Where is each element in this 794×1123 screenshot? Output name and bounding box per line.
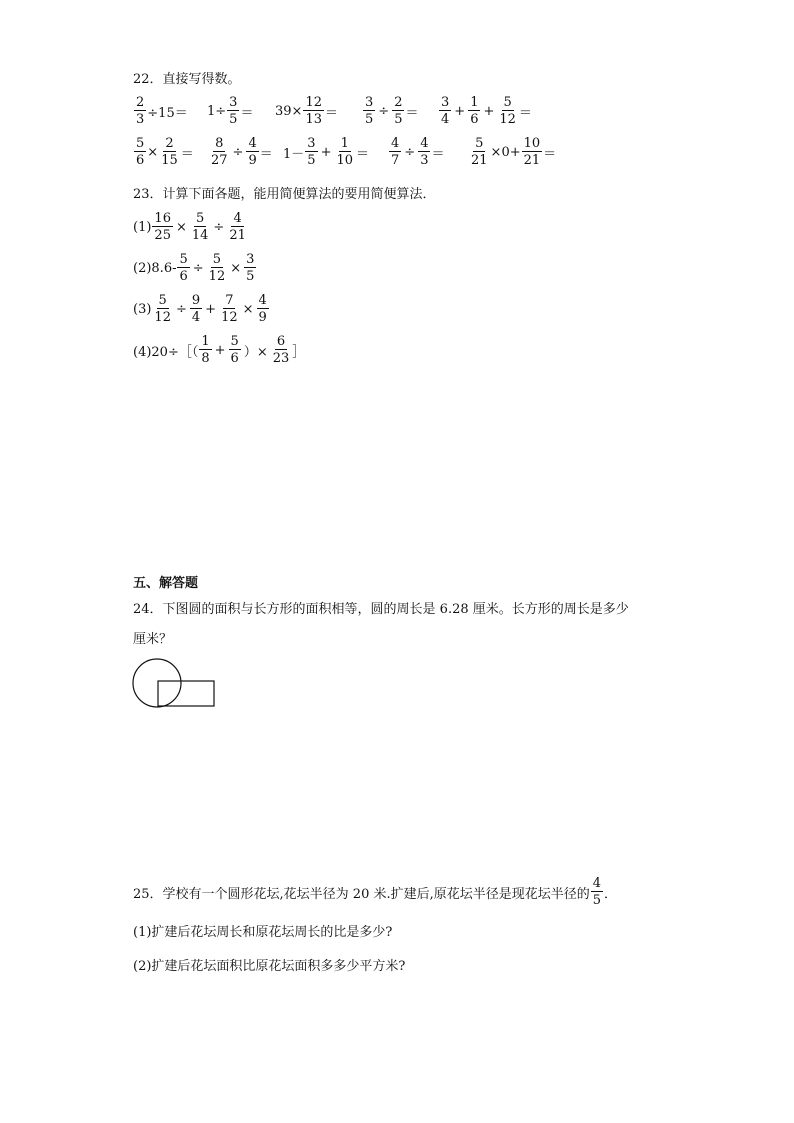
q22-r2-e2: $\frac{8}{27}$ ÷ $\frac{4}{9}$ ＝ xyxy=(211,136,273,168)
fraction: $\frac{5}{14}$ xyxy=(191,211,209,243)
fraction: $\frac{5}{21}$ xyxy=(471,136,488,168)
fraction: $\frac{5}{6}$ xyxy=(136,136,145,168)
q22-r2-e5: $\frac{5}{21}$ ×0+ $\frac{10}{21}$ ＝ xyxy=(471,136,557,168)
fraction: $\frac{6}{23}$ xyxy=(272,334,290,366)
q22-r1-e2: 1÷ $\frac{3}{5}$ ＝ xyxy=(207,95,254,127)
q23-part2: (2)8.6- $\frac{5}{6}$ ÷ $\frac{5}{12}$ × $\frac{3}{5}$ xyxy=(133,252,255,284)
q24-line2: 厘米？ xyxy=(133,632,173,647)
q25-sub2: (2)扩建后花坛面积比原花坛面积多多少平方米? xyxy=(133,959,406,974)
fraction: $\frac{8}{27}$ xyxy=(211,136,228,168)
circle-rectangle-figure xyxy=(128,655,220,713)
fraction: $\frac{4}{21}$ xyxy=(229,211,246,243)
fraction: $\frac{4}{7}$ xyxy=(391,136,400,168)
q22-r1-e3: 39× $\frac{12}{13}$ ＝ xyxy=(275,95,338,127)
q22-r2-e1: $\frac{5}{6}$ × $\frac{2}{15}$ ＝ xyxy=(136,136,194,168)
fraction: $\frac{12}{13}$ xyxy=(305,95,322,127)
fraction: $\frac{3}{5}$ xyxy=(307,136,316,168)
section-title: 五、解答题 xyxy=(133,576,199,591)
fraction: $\frac{5}{12}$ xyxy=(154,293,171,325)
fraction: $\frac{4}{9}$ xyxy=(258,293,267,325)
fraction: $\frac{4}{3}$ xyxy=(420,136,429,168)
fraction: $\frac{5}{6}$ xyxy=(230,334,239,366)
q22-r1-e4: $\frac{3}{5}$ ÷ $\frac{2}{5}$ ＝ xyxy=(365,95,419,127)
fraction: $\frac{3}{5}$ xyxy=(365,95,374,127)
fraction: $\frac{2}{3}$ xyxy=(136,95,145,127)
q22-r2-e3: 1－ $\frac{3}{5}$ + $\frac{1}{10}$ ＝ xyxy=(283,136,370,168)
fraction: $\frac{1}{10}$ xyxy=(336,136,354,168)
fraction: $\frac{1}{6}$ xyxy=(470,95,479,127)
fraction: $\frac{5}{12}$ xyxy=(208,252,226,284)
fraction: $\frac{5}{6}$ xyxy=(179,252,188,284)
fraction: $\frac{3}{5}$ xyxy=(229,95,238,127)
q23-title: 23．计算下面各题，能用简便算法的要用简便算法． xyxy=(133,187,436,202)
q22-title: 22．直接写得数。 xyxy=(133,72,241,87)
fraction: $\frac{2}{5}$ xyxy=(394,95,403,127)
fraction: $\frac{2}{15}$ xyxy=(161,136,178,168)
q23-part4: (4)20÷［（ $\frac{1}{8}$ + $\frac{5}{6}$ ）× $\frac{6}{23}$ ］ xyxy=(133,334,306,366)
fraction: $\frac{1}{8}$ xyxy=(201,334,210,366)
q25-line1: 25．学校有一个圆形花坛,花坛半径为 20 米.扩建后,原花坛半径是现花坛半径的 $\frac{4}{5}$ ． xyxy=(133,876,618,908)
q25-sub1: (1)扩建后花坛周长和原花坛周长的比是多少? xyxy=(133,925,393,940)
fraction: $\frac{9}{4}$ xyxy=(191,293,201,325)
q23-part1: (1) $\frac{16}{25}$ × $\frac{5}{14}$ ÷ $\frac{4}{21}$ xyxy=(133,211,246,243)
q22-r2-e4: $\frac{4}{7}$ ÷ $\frac{4}{3}$ ＝ xyxy=(391,136,445,168)
q23-part3: (3) $\frac{5}{12}$ ÷ $\frac{9}{4}$ + $\frac{7}{12}$ × $\frac{4}{9}$ xyxy=(133,293,267,325)
fraction: $\frac{3}{4}$ xyxy=(441,95,450,127)
fraction: $\frac{5}{12}$ xyxy=(499,95,516,127)
circle-shape xyxy=(133,659,181,707)
fraction: $\frac{4}{9}$ xyxy=(248,136,257,168)
fraction: $\frac{10}{21}$ xyxy=(523,136,541,168)
q22-r1-e5: $\frac{3}{4}$ + $\frac{1}{6}$ + $\frac{5}{12}$ ＝ xyxy=(441,95,532,127)
fraction: $\frac{4}{5}$ xyxy=(592,876,602,908)
fraction: $\frac{16}{25}$ xyxy=(154,211,171,243)
q22-r1-e1: $\frac{2}{3}$ ÷15＝ xyxy=(136,95,188,127)
q24-line1: 24．下图圆的面积与长方形的面积相等，圆的周长是 6.28 厘米。长方形的周长是多少 xyxy=(133,602,629,617)
fraction: $\frac{7}{12}$ xyxy=(221,293,238,325)
fraction: $\frac{3}{5}$ xyxy=(246,252,255,284)
rectangle-shape xyxy=(158,681,214,706)
